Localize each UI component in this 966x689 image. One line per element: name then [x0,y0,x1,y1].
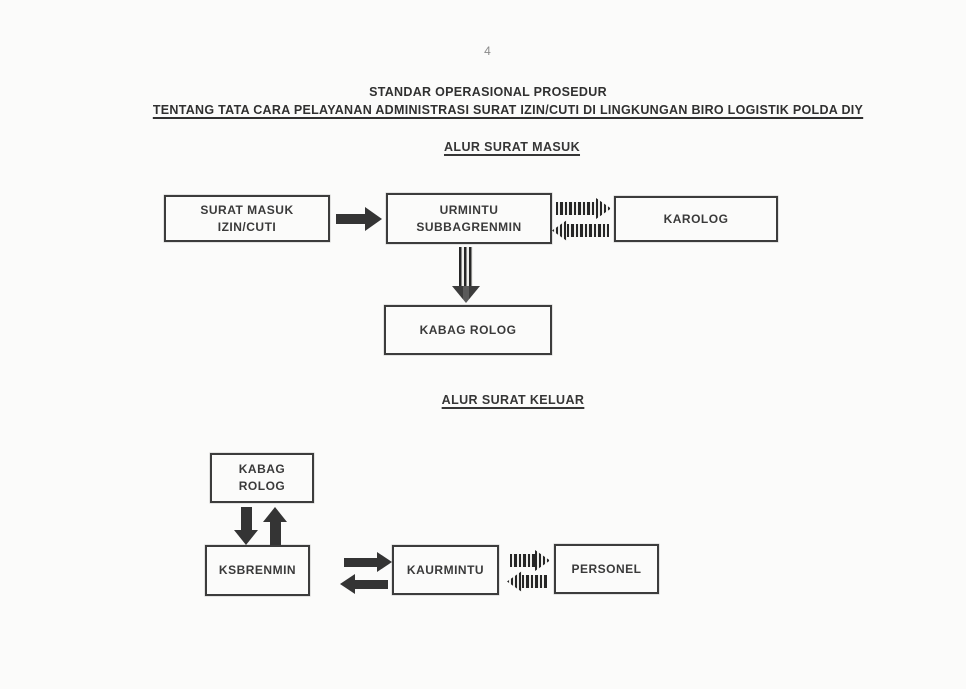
arrow-ksbrenmin-to-kaurmintu [344,552,392,572]
arrow-shaft [355,580,388,589]
node-urmintu-subbagrenmin [386,193,552,244]
node-personel [554,544,659,594]
node-kabag-rolog [384,305,552,355]
arrow-kabag-rolog-to-ksbrenmin [234,507,258,545]
page-number: 4 [484,44,492,58]
arrow-head [365,207,382,231]
arrow-shaft [344,558,377,567]
arrow-head [340,574,355,594]
arrow-shaft [241,507,252,530]
arrow-striped-personel-to-kaurmintu [507,572,547,591]
section-heading-surat-keluar: ALUR SURAT KELUAR [441,393,585,407]
doc-title-line1: STANDAR OPERASIONAL PROSEDUR [369,85,607,99]
arrow-head [507,571,522,592]
node-label: IZIN/CUTI [217,219,277,234]
doc-title-line2: TENTANG TATA CARA PELAYANAN ADMINISTRASI SURAT IZIN/CUTI DI LINGKUNGAN BIRO LOGISTIK POLDA DIY [152,103,864,117]
arrow-head [263,507,287,522]
node-label: URMINTU [439,202,499,217]
node-label: SUBBAGRENMIN [416,219,522,234]
arrow-head [535,550,550,571]
arrow-shaft [459,247,473,286]
arrow-ksbrenmin-to-kabag-rolog [263,507,287,545]
arrow-shaft [522,575,547,588]
arrow-shaft [567,224,609,237]
node-ksbrenmin [205,545,310,596]
node-label: PERSONEL [571,561,642,576]
node-label: KABAG [238,462,286,476]
arrow-shaft [270,522,281,545]
node-label: ROLOG [238,479,286,493]
node-label: KABAG ROLOG [419,322,517,337]
node-label: KAROLOG [663,211,729,226]
arrow-striped-urmintu-to-kabag-rolog [452,247,480,303]
section-heading-surat-masuk: ALUR SURAT MASUK [443,140,581,154]
arrow-head [552,220,567,241]
arrow-striped-karolog-to-urmintu [552,220,609,241]
node-kaurmintu [392,545,499,595]
arrow-head [234,530,258,545]
arrow-shaft [510,554,535,567]
arrow-surat-masuk-to-urmintu [336,206,382,232]
arrow-shaft [556,202,596,215]
arrow-head [596,198,611,219]
node-surat-masuk-izin-cuti [164,195,330,242]
arrow-shaft [336,214,365,224]
arrow-head [452,286,480,303]
node-kabag-rolog-keluar [210,453,314,503]
node-label: KAURMINTU [406,562,485,577]
arrow-striped-urmintu-to-karolog [556,198,611,219]
node-label: KSBRENMIN [218,563,297,577]
node-label: SURAT MASUK [200,202,294,217]
node-karolog [614,196,778,242]
arrow-striped-kaurmintu-to-personel [510,551,550,570]
arrow-head [377,552,392,572]
arrow-kaurmintu-to-ksbrenmin [340,574,388,594]
